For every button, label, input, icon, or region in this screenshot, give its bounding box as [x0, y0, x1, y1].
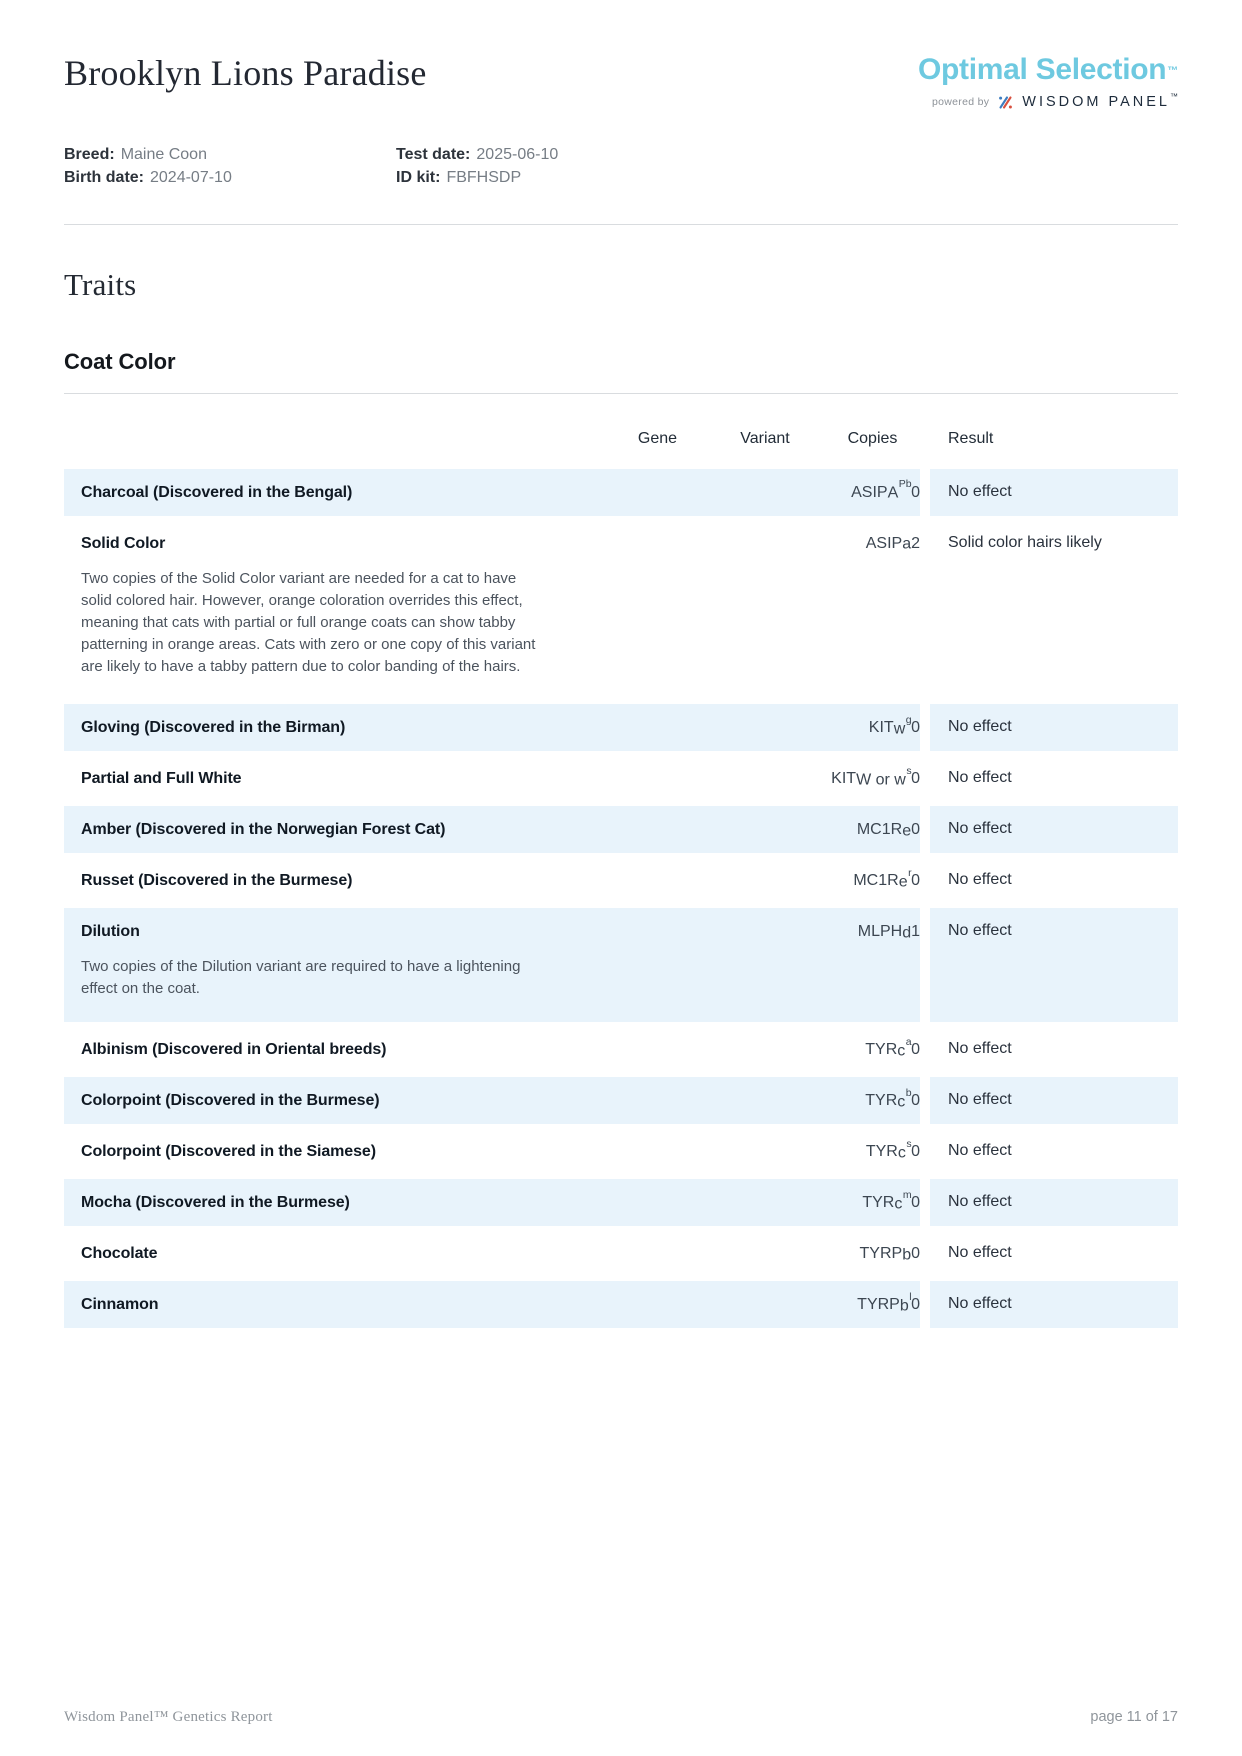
table-row-main: [64, 1179, 920, 1226]
table-row: [64, 1179, 1178, 1226]
table-row-main: [64, 1128, 920, 1175]
column-gutter: [920, 1128, 930, 1175]
table-row: [64, 1281, 1178, 1328]
variant-superscript: r: [908, 866, 912, 879]
table-row-line: [64, 857, 920, 904]
pet-meta: [64, 147, 1178, 186]
table-row-main: [64, 1230, 920, 1277]
copies-column-header: Copies: [847, 430, 898, 447]
result-value: No effect: [930, 908, 1178, 1022]
table-row-line: [64, 1230, 920, 1277]
variant-base: d: [902, 923, 912, 941]
variant-value: [902, 922, 911, 942]
column-gutter: [920, 857, 930, 904]
column-gutter: [920, 704, 930, 751]
variant-superscript: g: [905, 713, 912, 726]
gene-value: ASIP: [865, 534, 903, 552]
variant-value: [897, 1086, 912, 1111]
trait-name: Colorpoint (Discovered in the Burmese): [81, 1091, 380, 1109]
table-row-line: [64, 1179, 920, 1226]
result-value: No effect: [930, 1179, 1178, 1226]
variant-superscript: b: [905, 1086, 912, 1099]
column-gutter: [920, 806, 930, 853]
column-gutter: [920, 1281, 930, 1328]
table-row: [64, 520, 1178, 700]
table-row: [64, 1128, 1178, 1175]
variant-base: b: [899, 1296, 909, 1314]
table-row-main: [64, 1077, 920, 1124]
id-kit-label: ID kit:: [396, 169, 441, 186]
result-value: No effect: [930, 469, 1178, 516]
table-row: [64, 704, 1178, 751]
birth-date-value: 2024-07-10: [150, 169, 232, 186]
header-divider: [64, 224, 1178, 225]
table-row-main: [64, 469, 920, 516]
trademark-symbol: ™: [1167, 65, 1178, 77]
result-value: Solid color hairs likely: [948, 534, 1102, 551]
test-date-line: [396, 147, 558, 163]
meta-column-left: [64, 147, 396, 186]
table-row-main: [64, 704, 920, 751]
gene-value: TYR: [865, 1142, 898, 1160]
variant-base: c: [894, 1194, 903, 1212]
footer-page-number: page 11 of 17: [1090, 1709, 1178, 1725]
gene-value: MC1R: [853, 871, 899, 889]
trait-name: Partial and Full White: [81, 769, 242, 787]
table-row-line: [64, 1128, 920, 1175]
traits-section-title: Traits: [64, 267, 137, 302]
trait-name: Gloving (Discovered in the Birman): [81, 718, 346, 736]
trait-name: Charcoal (Discovered in the Bengal): [81, 483, 353, 501]
id-kit-value: FBFHSDP: [446, 169, 522, 186]
variant-superscript: s: [906, 1137, 912, 1150]
variant-superscript: s: [906, 764, 912, 777]
copies-value: 0: [911, 1142, 920, 1160]
trait-name: Chocolate: [81, 1244, 158, 1262]
variant-base: b: [902, 1245, 912, 1263]
variant-base: A: [887, 484, 899, 502]
table-row: [64, 806, 1178, 853]
variant-base: c: [897, 1041, 906, 1059]
variant-column-header: Variant: [740, 430, 790, 447]
result-value: No effect: [930, 1077, 1178, 1124]
table-header-row: [64, 418, 1178, 460]
table-row-line: [64, 806, 920, 853]
result-value: No effect: [930, 704, 1178, 751]
variant-superscript: Pb: [898, 478, 912, 491]
table-row-line: [64, 1026, 920, 1073]
test-date-value: 2025-06-10: [476, 146, 559, 163]
variant-value: [887, 478, 912, 502]
variant-value: [902, 1244, 911, 1264]
copies-value: 0: [911, 1193, 920, 1211]
trait-name: Solid Color: [81, 534, 166, 552]
report-header: [64, 0, 1178, 111]
table-row-line: [64, 704, 920, 751]
variant-value: [856, 764, 912, 789]
table-row: [64, 1230, 1178, 1277]
gene-value: MLPH: [857, 922, 903, 940]
wisdom-panel-dna-icon: [997, 94, 1014, 111]
copies-value: 0: [911, 769, 920, 787]
meta-column-right: [396, 147, 558, 186]
table-row-main: [64, 1026, 920, 1073]
trait-name: Albinism (Discovered in Oriental breeds): [81, 1040, 387, 1058]
gene-value: TYR: [862, 1193, 895, 1211]
column-gutter: [920, 469, 930, 516]
gene-value: TYRP: [859, 1244, 903, 1262]
table-row-main: [64, 908, 920, 1022]
coat-color-table: [64, 418, 1178, 1328]
trait-name: Amber (Discovered in the Norwegian Forest Cat): [81, 820, 446, 838]
breed-label: Breed:: [64, 146, 115, 163]
trait-name: Colorpoint (Discovered in the Siamese): [81, 1142, 376, 1160]
wisdom-panel-wordmark: [1022, 93, 1178, 111]
gene-column-header: Gene: [637, 430, 678, 447]
footer-report-name: Wisdom Panel™ Genetics Report: [64, 1709, 273, 1725]
result-value: No effect: [930, 806, 1178, 853]
table-row: [64, 1026, 1178, 1073]
trait-description: Two copies of the Solid Color variant are needed for a cat to have solid colored hair. However, orange coloration overrides this effect, meaning that cats with partial or full orange coats can show tabby patterning in orange areas. Cats with zero or one copy of this variant are likely to have a tabby pattern due to color banding of the hairs.: [81, 570, 536, 676]
table-row: [64, 469, 1178, 516]
partner-text: WISDOM PANEL: [1022, 94, 1170, 110]
table-row: [64, 755, 1178, 802]
result-value: No effect: [948, 871, 1012, 889]
table-row-line: [64, 520, 920, 567]
variant-base: c: [897, 1092, 906, 1110]
breed-line: [64, 147, 396, 163]
table-row-main: [64, 520, 920, 700]
table-row-line: [64, 469, 920, 516]
result-value: No effect: [948, 1244, 1012, 1262]
trait-description: Two copies of the Dilution variant are required to have a lightening effect on the coat.: [81, 958, 521, 998]
result-value: No effect: [930, 1281, 1178, 1328]
coat-color-subsection-title: Coat Color: [64, 349, 176, 374]
gene-value: KIT: [831, 769, 857, 787]
result-column-header: Result: [948, 430, 994, 447]
gene-value: MC1R: [856, 820, 903, 838]
trait-rows: [64, 469, 1178, 1328]
column-gutter: [920, 1230, 930, 1277]
variant-superscript: m: [902, 1188, 912, 1201]
gene-value: TYR: [865, 1091, 898, 1109]
result-value: No effect: [948, 1040, 1012, 1058]
birth-date-line: [64, 170, 396, 186]
brand-text: Optimal Selection: [918, 53, 1167, 86]
id-kit-line: [396, 170, 558, 186]
table-row-main: [64, 755, 920, 802]
trait-name: Cinnamon: [81, 1295, 159, 1313]
copies-value: 0: [911, 1244, 920, 1262]
table-row: [64, 857, 1178, 904]
birth-date-label: Birth date:: [64, 169, 144, 186]
copies-value: 0: [911, 820, 920, 838]
powered-by-row: [918, 93, 1178, 111]
variant-base: e: [898, 872, 908, 890]
breed-value: Maine Coon: [120, 146, 207, 163]
column-gutter: [920, 908, 930, 1022]
optimal-selection-wordmark: [918, 54, 1178, 86]
table-row-main: [64, 806, 920, 853]
page-footer: [64, 1709, 1178, 1726]
variant-value: [894, 1188, 912, 1213]
variant-base: e: [902, 821, 912, 839]
variant-superscript: l: [909, 1290, 912, 1303]
copies-value: 0: [911, 718, 920, 736]
variant-value: [899, 1290, 912, 1315]
test-date-label: Test date:: [396, 146, 471, 163]
table-row-line: [64, 908, 920, 955]
table-row-line: [64, 1281, 920, 1328]
copies-value: 0: [911, 1295, 920, 1313]
variant-value: [898, 866, 912, 891]
table-row-main: [64, 1281, 920, 1328]
result-value: No effect: [948, 1142, 1012, 1160]
powered-by-label: powered by: [931, 96, 990, 108]
column-gutter: [920, 755, 930, 802]
column-gutter: [920, 1026, 930, 1073]
copies-value: 0: [911, 1091, 920, 1109]
table-row: [64, 1077, 1178, 1124]
table-row: [64, 908, 1178, 1022]
page-title: Brooklyn Lions Paradise: [64, 53, 427, 93]
gene-value: KIT: [868, 718, 894, 736]
copies-value: 1: [911, 922, 920, 940]
table-header-main: [64, 430, 920, 448]
trait-name: Russet (Discovered in the Burmese): [81, 871, 353, 889]
column-gutter: [920, 520, 930, 700]
gene-value: ASIP: [851, 483, 888, 501]
copies-value: 0: [911, 483, 920, 501]
column-gutter: [920, 1179, 930, 1226]
result-value: No effect: [948, 769, 1012, 787]
table-row-line: [64, 1077, 920, 1124]
brand-logo: [918, 52, 1178, 111]
copies-value: 0: [911, 871, 920, 889]
variant-base: w: [893, 719, 906, 737]
variant-value: [902, 820, 911, 840]
gene-value: TYRP: [857, 1295, 900, 1313]
copies-value: 2: [911, 534, 920, 552]
variant-base: a: [902, 535, 912, 553]
variant-superscript: a: [905, 1035, 912, 1048]
trait-name: Dilution: [81, 922, 140, 940]
variant-value: [897, 1137, 912, 1162]
variant-base: W or w: [856, 770, 906, 788]
variant-value: [902, 533, 911, 553]
partner-trademark-symbol: ™: [1170, 92, 1178, 101]
variant-base: c: [897, 1143, 906, 1161]
variant-value: [897, 1035, 912, 1060]
table-row-line: [64, 755, 920, 802]
column-gutter: [920, 1077, 930, 1124]
gene-value: TYR: [865, 1040, 898, 1058]
table-row-main: [64, 857, 920, 904]
copies-value: 0: [911, 1040, 920, 1058]
coat-color-divider: [64, 393, 1178, 394]
variant-value: [893, 713, 912, 738]
trait-name: Mocha (Discovered in the Burmese): [81, 1193, 350, 1211]
